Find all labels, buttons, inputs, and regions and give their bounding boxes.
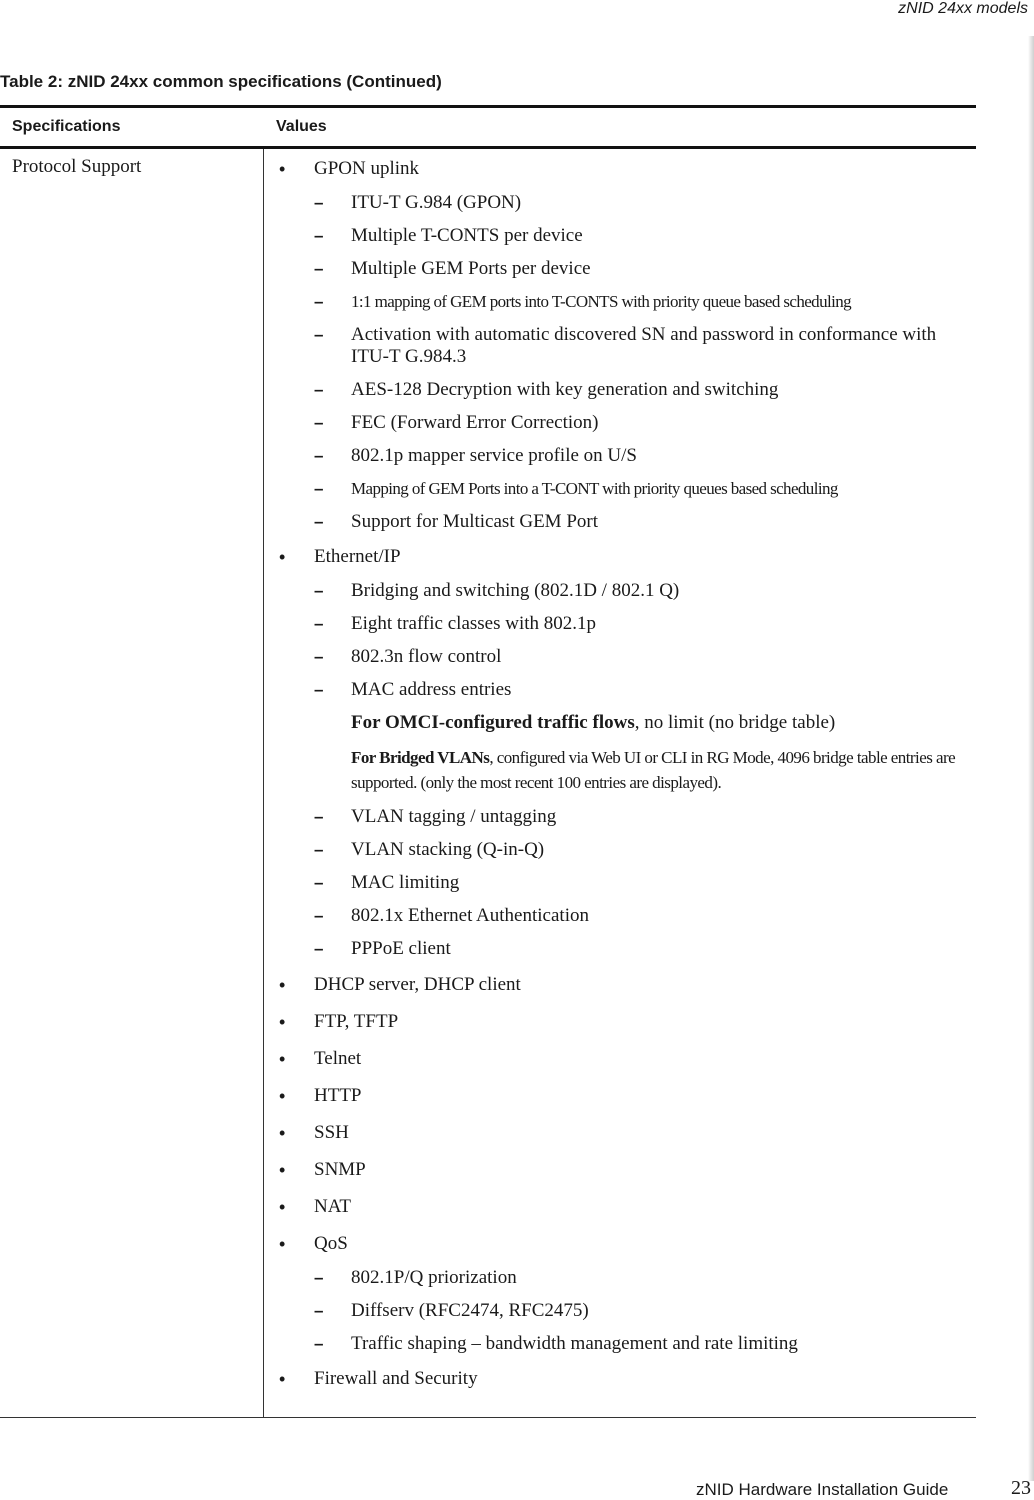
omci-note-emphasis: For OMCI-configured traffic flows [351, 712, 635, 733]
list-item [276, 1368, 956, 1390]
footer-guide-title: zNID Hardware Installation Guide [696, 1480, 949, 1499]
ethernet-sub-list [276, 580, 956, 960]
sub-item: – 802.3n flow control [314, 646, 956, 668]
list-item-label: DHCP server, DHCP client [314, 974, 521, 995]
list-item-label: Telnet [314, 1048, 362, 1069]
bridged-vlan-note-text: , configured via Web UI or CLI in RG Mode, 4096 bridge table entries are supported. (only the most recent 100 entries are displayed). [351, 748, 956, 792]
list-item-label: NAT [314, 1196, 351, 1217]
sub-item: – PPPoE client [314, 938, 956, 960]
sub-item: – 802.1p mapper service profile on U/S [314, 445, 956, 467]
gpon-sub-list [276, 192, 956, 533]
header-model-title: zNID 24xx models [898, 0, 1028, 17]
sub-item: – Bridging and switching (802.1D / 802.1 Q) [314, 580, 956, 602]
sub-item: – Eight traffic classes with 802.1p [314, 613, 956, 635]
omci-note [351, 712, 956, 734]
list-item [276, 1085, 956, 1107]
bridged-vlan-note-emphasis: For Bridged VLANs [351, 748, 490, 767]
list-item-label: QoS [314, 1233, 348, 1254]
sub-item: – VLAN tagging / untagging [314, 806, 956, 828]
sub-item: – 802.1x Ethernet Authentication [314, 905, 956, 927]
margin-rule [1028, 36, 1034, 1481]
sub-item: – Mapping of GEM Ports into a T-CONT with priority queues based scheduling [314, 478, 956, 500]
values-list [276, 158, 956, 1402]
column-header-specifications: Specifications [12, 118, 121, 135]
table-caption: Table 2: zNID 24xx common specifications (Continued) [0, 72, 442, 91]
sub-item: – MAC limiting [314, 872, 956, 894]
column-header-values: Values [276, 118, 327, 135]
sub-item: – Diffserv (RFC2474, RFC2475) [314, 1300, 956, 1322]
list-item-label: Firewall and Security [314, 1368, 478, 1389]
sub-item: – AES-128 Decryption with key generation and switching [314, 379, 956, 401]
list-item [276, 1159, 956, 1181]
list-item-label: GPON uplink [314, 158, 420, 179]
list-item-label: SNMP [314, 1159, 366, 1180]
table-header-rule [0, 146, 976, 149]
sub-item: – Support for Multicast GEM Port [314, 511, 956, 533]
list-item [276, 1048, 956, 1070]
sub-item: – MAC address entries [314, 679, 956, 701]
list-item [276, 1196, 956, 1218]
table-top-rule [0, 105, 976, 108]
qos-sub-list [276, 1267, 956, 1355]
list-item [276, 546, 956, 568]
list-item [276, 1122, 956, 1144]
list-item [276, 158, 956, 180]
list-item-label: Ethernet/IP [314, 546, 401, 567]
list-item [276, 1011, 956, 1033]
list-item-label: HTTP [314, 1085, 362, 1106]
omci-note-text: , no limit (no bridge table) [634, 712, 836, 733]
sub-item: – 1:1 mapping of GEM ports into T-CONTS with priority queue based scheduling [314, 291, 956, 313]
sub-item: – FEC (Forward Error Correction) [314, 412, 956, 434]
list-item-label: FTP, TFTP [314, 1011, 399, 1032]
list-item [276, 1233, 956, 1255]
sub-item: – 802.1P/Q priorization [314, 1267, 956, 1289]
list-item-label: SSH [314, 1122, 349, 1143]
sub-item: – VLAN stacking (Q-in-Q) [314, 839, 956, 861]
sub-item: – Multiple GEM Ports per device [314, 258, 956, 280]
sub-item: – ITU-T G.984 (GPON) [314, 192, 956, 214]
bridged-vlan-note [351, 745, 956, 795]
spec-name: Protocol Support [12, 156, 142, 177]
sub-item: – Multiple T-CONTS per device [314, 225, 956, 247]
sub-item: – Activation with automatic discovered SN and password in conformance with ITU-T G.984.3 [314, 324, 956, 368]
sub-item: – Traffic shaping – bandwidth management and rate limiting [314, 1333, 956, 1355]
page-number: 23 [1011, 1477, 1031, 1499]
list-item [276, 974, 956, 996]
column-divider [263, 149, 264, 1417]
table-bottom-rule [0, 1417, 976, 1418]
